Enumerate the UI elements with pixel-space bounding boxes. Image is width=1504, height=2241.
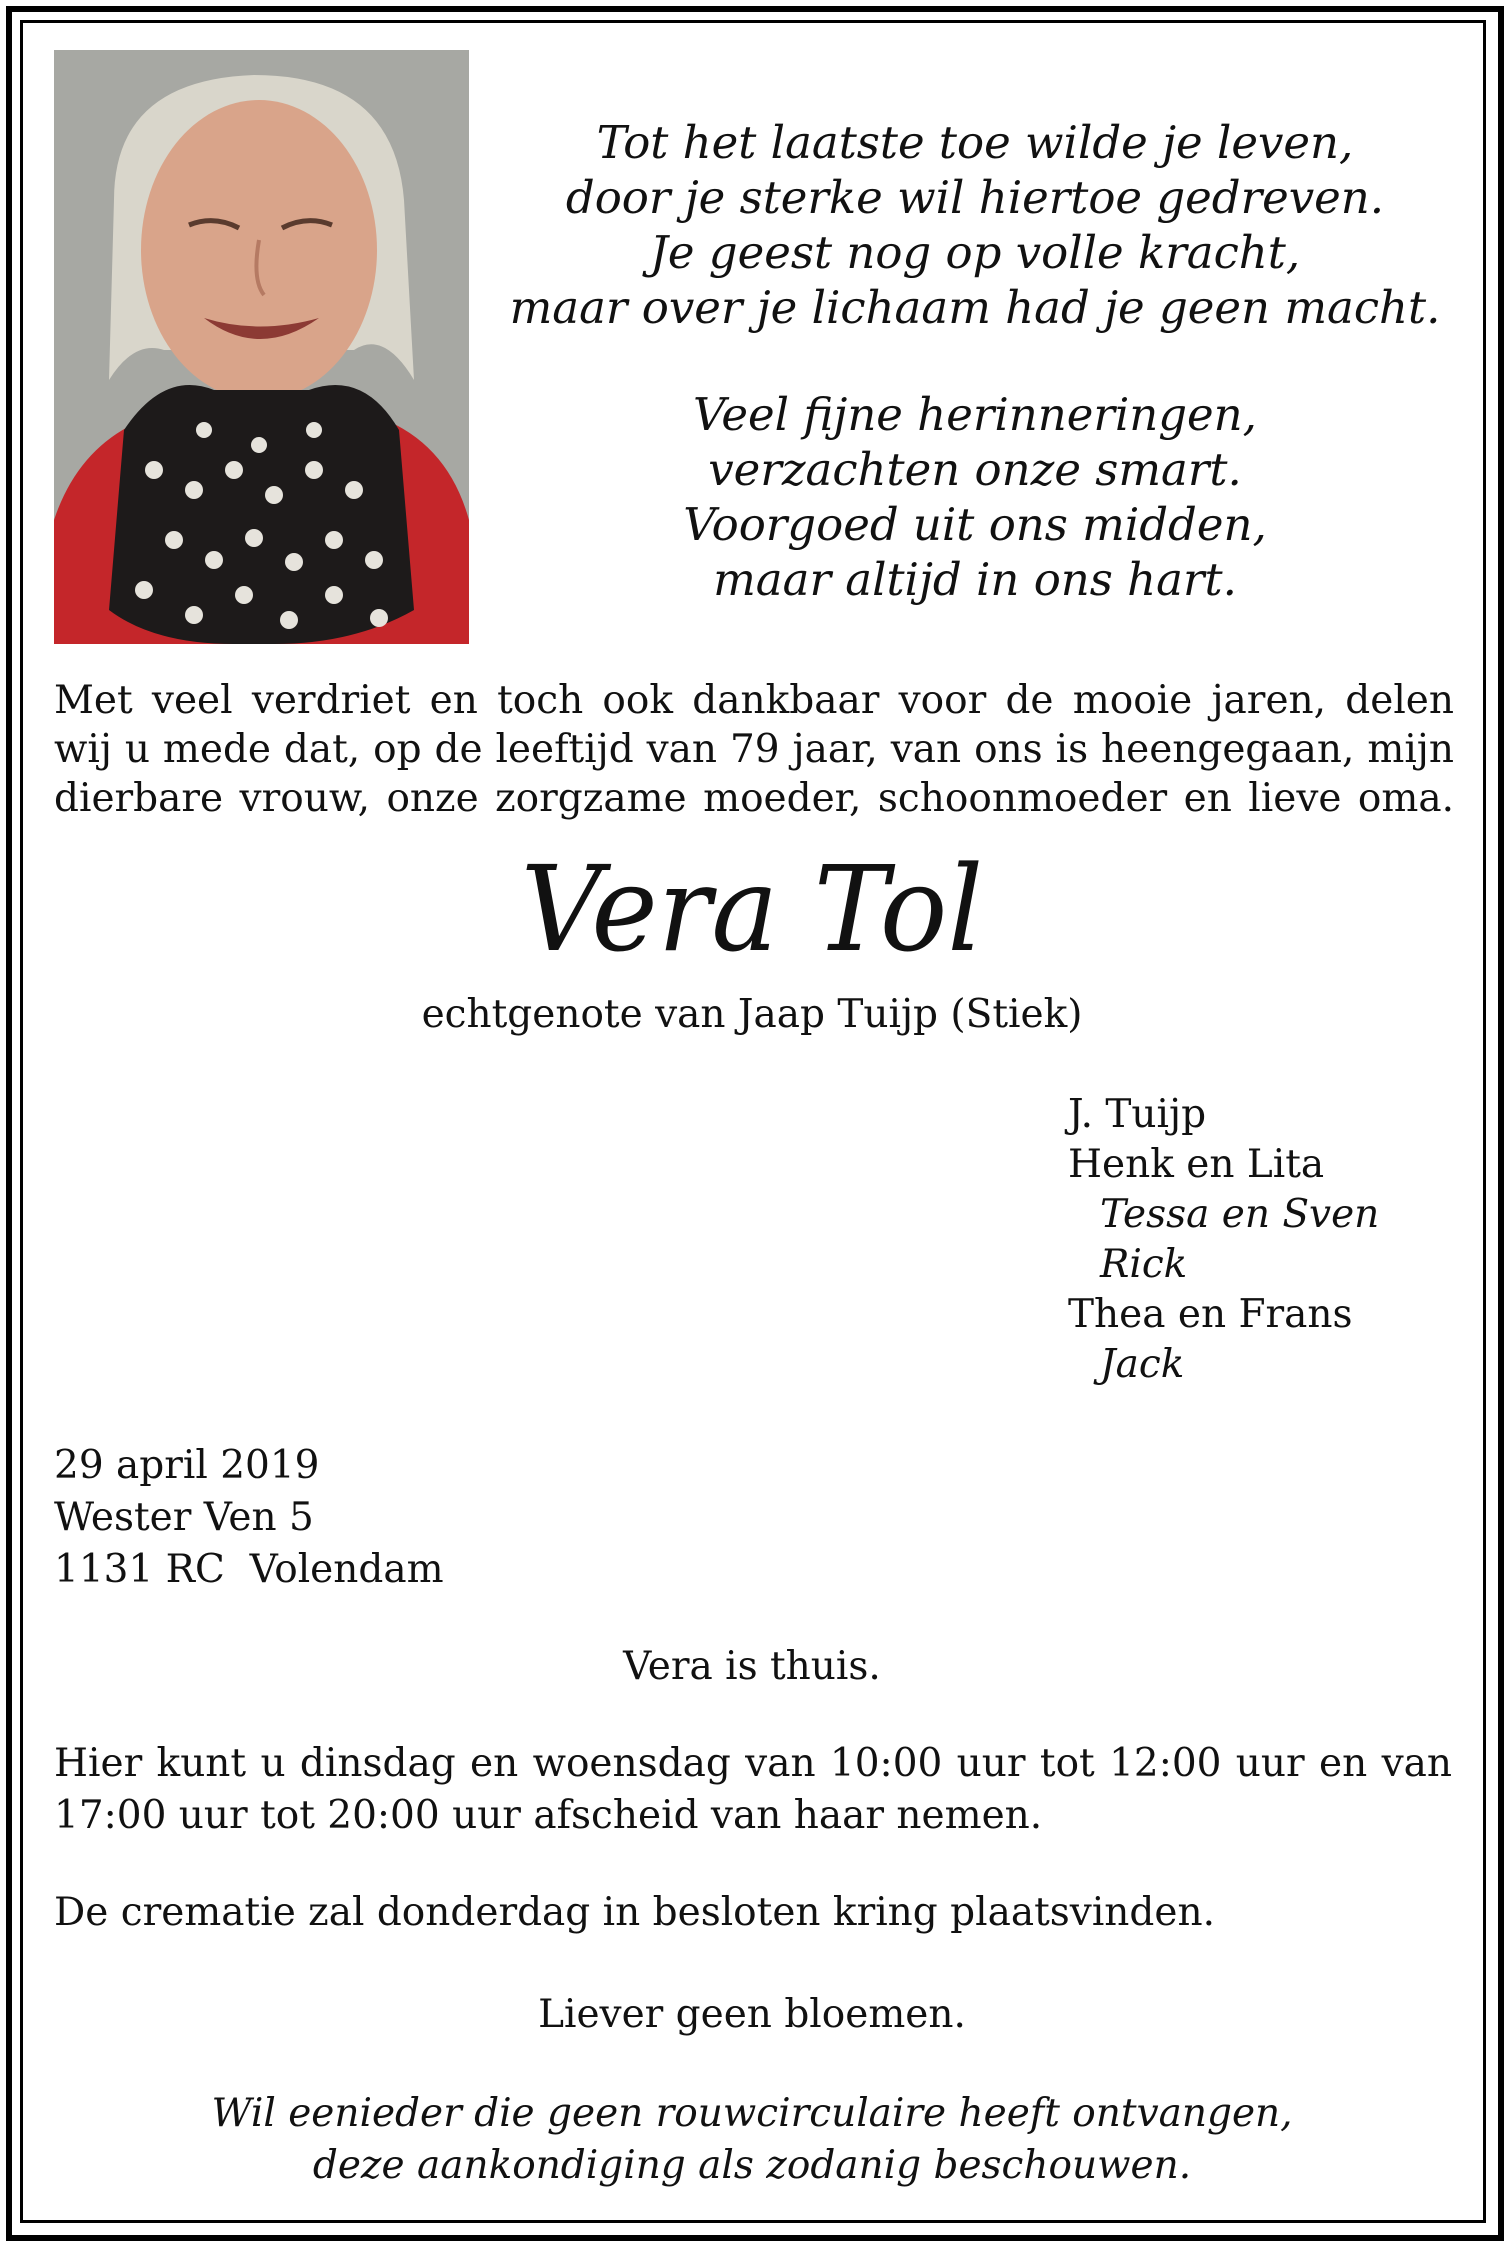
grandchild: Jack (1100, 1342, 1185, 1387)
poem-line: verzachten onze smart. (708, 443, 1242, 496)
closing-note (0, 2088, 1504, 2192)
spouse-line: echtgenote van Jaap Tuijp (Stiek) (421, 992, 1083, 1037)
announcement-line: wij u mede dat, op de leeftijd van 79 jaar, van ons is heengegaan, mijn (54, 727, 1454, 772)
closing-line: Wil eenieder die geen rouwcirculaire heeft ontvangen, (211, 2091, 1293, 2136)
poem-stanza-1 (470, 115, 1480, 335)
poem-line: maar over je lichaam had je geen macht. (509, 281, 1441, 334)
family-member: J. Tuijp (1068, 1092, 1207, 1137)
announcement-paragraph (54, 676, 1454, 823)
poem-line: maar altijd in ons hart. (713, 553, 1237, 606)
address-street: Wester Ven 5 (54, 1495, 314, 1540)
family-member: Thea en Frans (1068, 1292, 1353, 1337)
announcement-line: dierbare vrouw, onze zorgzame moeder, schoonmoeder en lieve oma. (54, 776, 1454, 821)
closing-line: deze aankondiging als zodanig beschouwen. (312, 2143, 1192, 2188)
poem-stanza-2 (470, 387, 1480, 607)
deceased-name: Vera Tol (520, 841, 984, 979)
poem-line: Veel fijne herinneringen, (693, 388, 1257, 441)
portrait-illustration (54, 50, 469, 644)
address-city: 1131 RC Volendam (54, 1547, 444, 1592)
portrait-photo (54, 50, 469, 644)
poem-line: Tot het laatste toe wilde je leven, (596, 116, 1354, 169)
poem-line: Voorgoed uit ons midden, (683, 498, 1267, 551)
deceased-name-block (0, 838, 1504, 988)
date-address-block (54, 1440, 444, 1596)
announcement-line: Met veel verdriet en toch ook dankbaar voor de mooie jaren, delen (54, 678, 1454, 723)
cremation-line: De crematie zal donderdag in besloten kring plaatsvinden. (54, 1890, 1215, 1935)
location-line: Vera is thuis. (623, 1644, 881, 1689)
flowers-line: Liever geen bloemen. (538, 1992, 966, 2037)
poem-line: door je sterke wil hiertoe gedreven. (565, 171, 1385, 224)
poem-line: Je geest nog op volle kracht, (649, 226, 1301, 279)
grandchild: Tessa en Sven (1100, 1192, 1380, 1237)
visiting-hours (54, 1738, 1452, 1842)
visiting-line: Hier kunt u dinsdag en woensdag van 10:00 uur tot 12:00 uur en van (54, 1741, 1452, 1786)
visiting-line: 17:00 uur tot 20:00 uur afscheid van haar nemen. (54, 1793, 1043, 1838)
grandchild: Rick (1100, 1242, 1188, 1287)
family-list (1068, 1090, 1379, 1390)
family-member: Henk en Lita (1068, 1142, 1325, 1187)
announcement-date: 29 april 2019 (54, 1443, 320, 1488)
